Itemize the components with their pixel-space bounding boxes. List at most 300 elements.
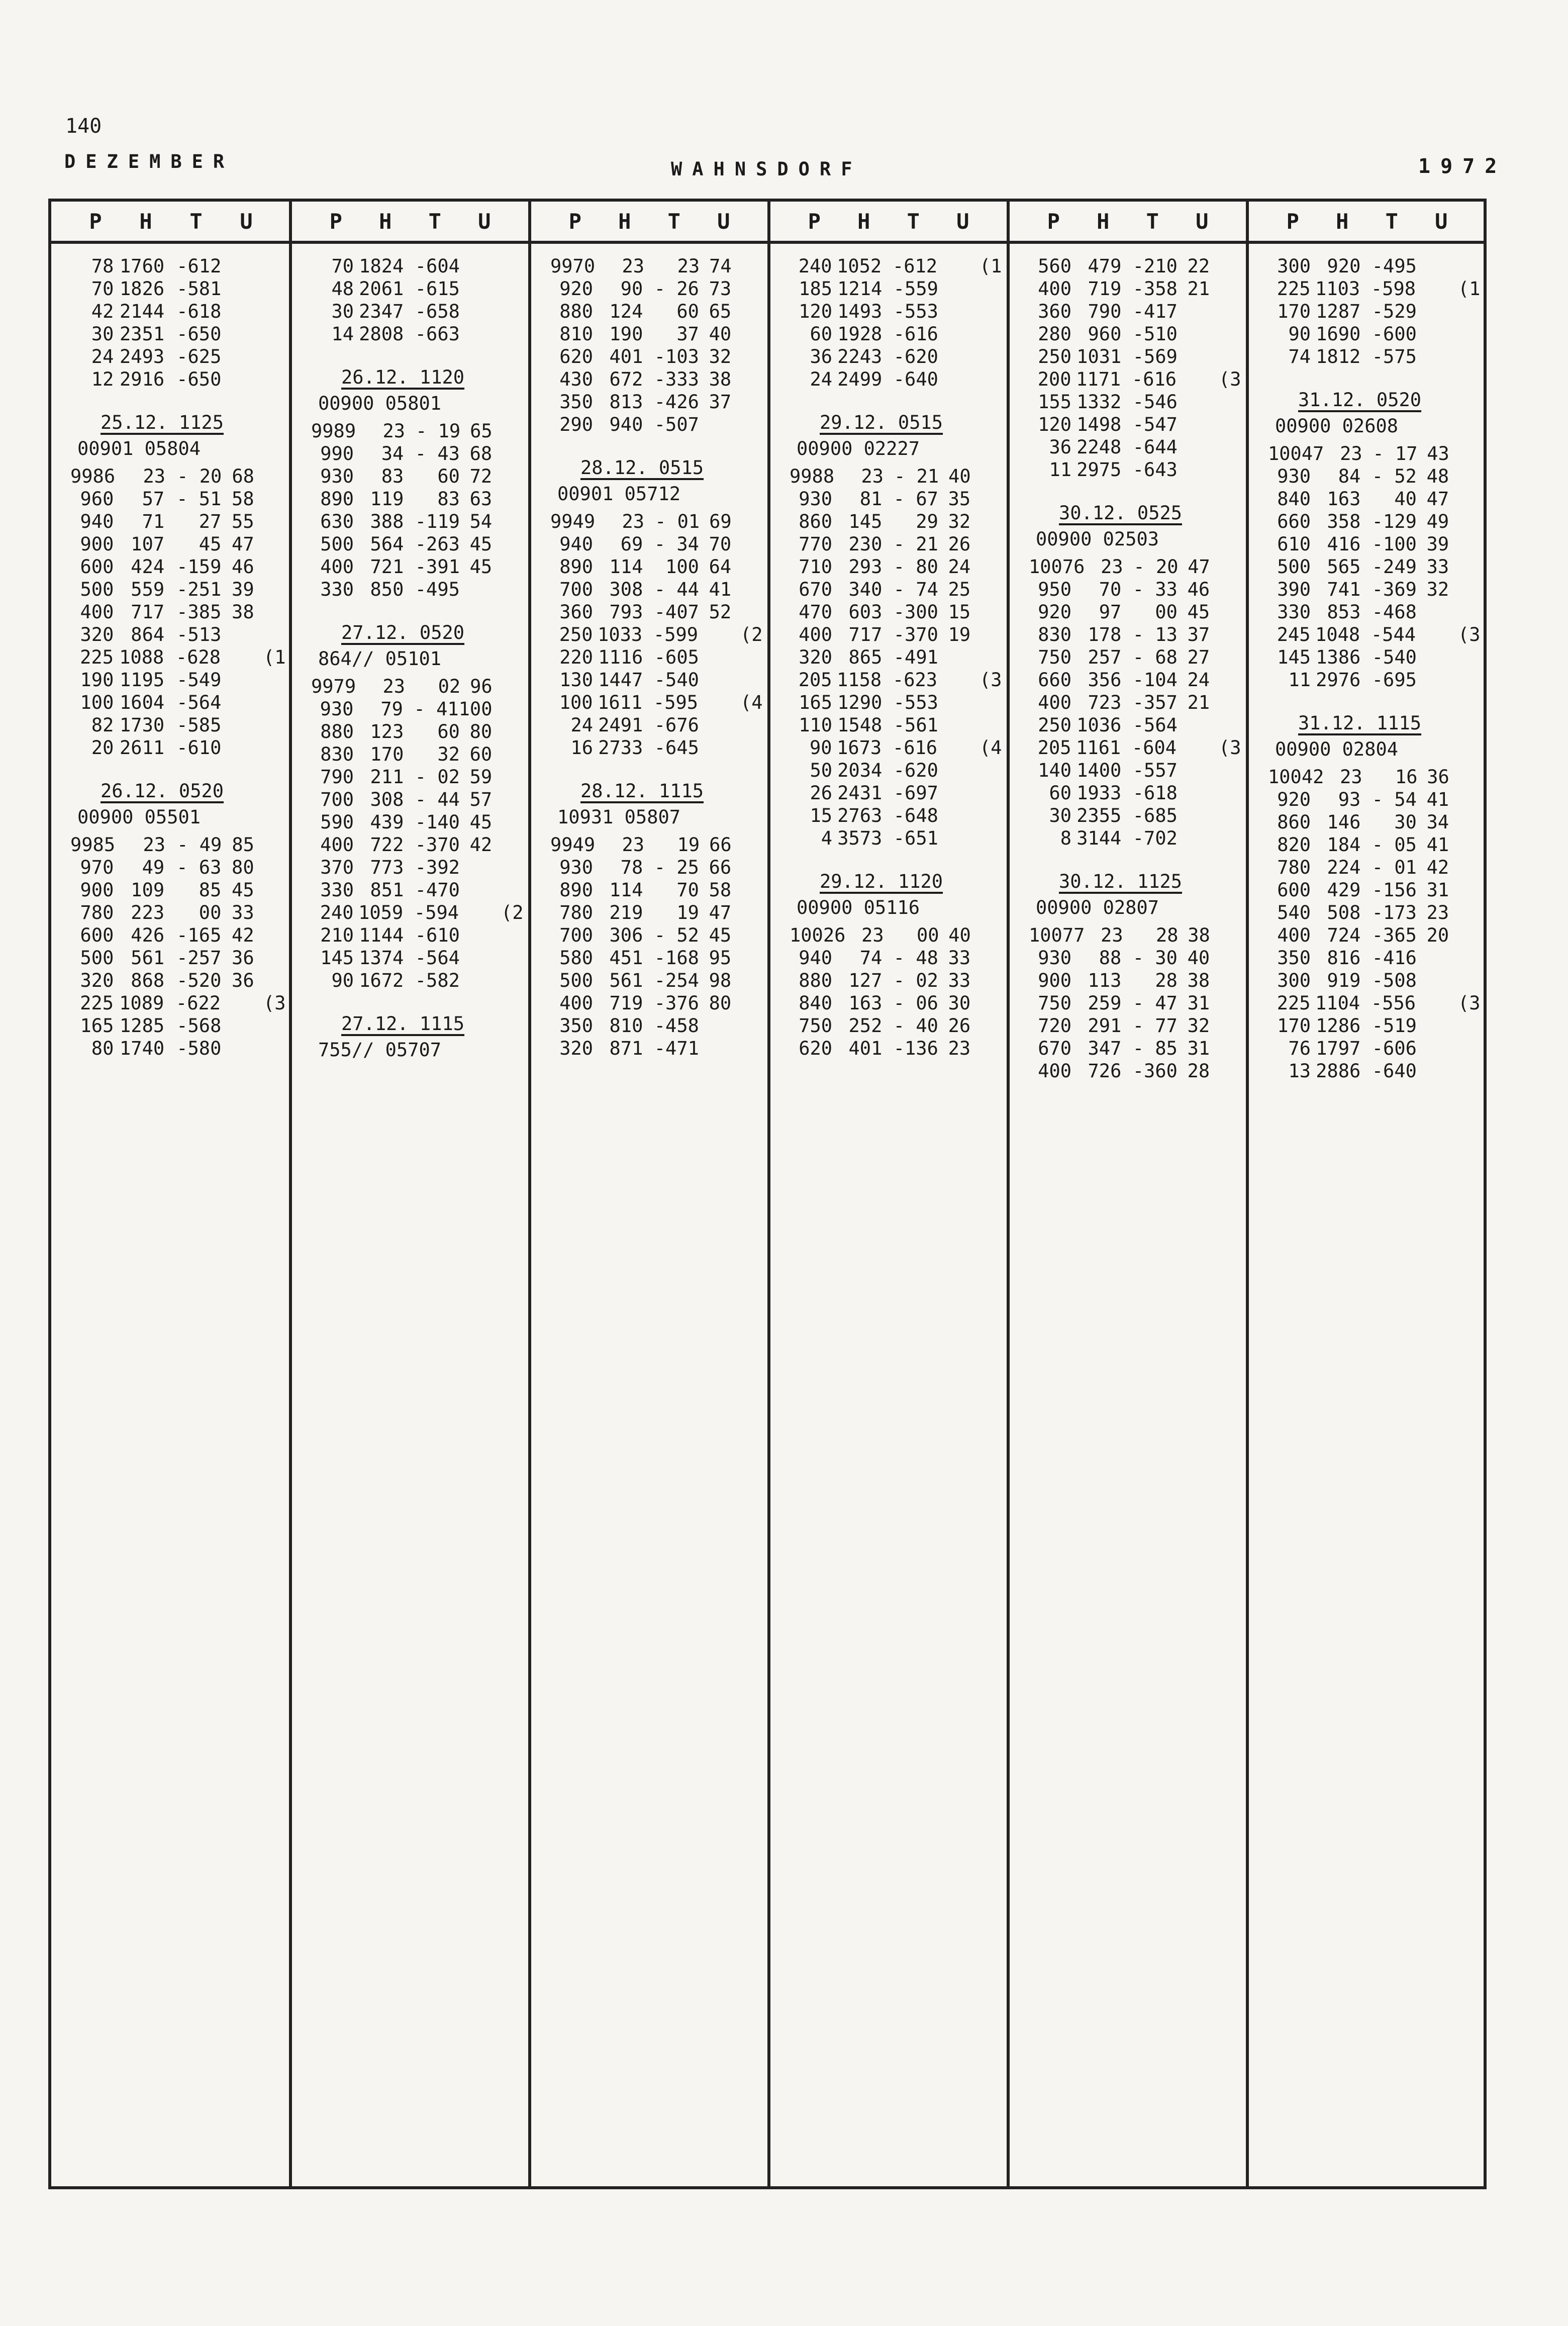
cell: 114 [609, 556, 643, 578]
cell [1449, 345, 1478, 368]
cell: 49 [142, 857, 165, 878]
cell: -540 [1371, 646, 1417, 668]
cell [492, 811, 521, 833]
cell: 38 [232, 601, 254, 623]
cell [1417, 601, 1449, 623]
cell [254, 1037, 283, 1060]
cell [1210, 992, 1239, 1014]
cell: 1286 [1316, 1015, 1361, 1037]
cell: 55 [232, 511, 254, 532]
cell [492, 465, 521, 488]
cell [970, 578, 1000, 601]
cell: - 49 [177, 834, 222, 856]
date-time-label: 28.12. 1115 [580, 780, 704, 802]
table-row [70, 924, 283, 947]
cell [1210, 413, 1239, 436]
column-header [1010, 202, 1246, 244]
cell: -606 [1371, 1038, 1417, 1059]
cell: 930 [320, 466, 354, 487]
column-label: H [379, 209, 392, 234]
cell: 23 [622, 255, 645, 277]
cell: 10077 [1029, 924, 1085, 946]
cell [221, 1037, 254, 1060]
cell: 205 [798, 669, 832, 691]
cell [938, 646, 970, 669]
table-row [70, 833, 283, 856]
cell: -468 [1371, 601, 1417, 623]
cell [731, 413, 760, 436]
cell [1178, 300, 1210, 323]
table-row [790, 601, 1000, 623]
cell: 250 [559, 624, 593, 645]
cell: -595 [653, 692, 699, 713]
cell [970, 533, 1000, 555]
cell: 773 [370, 857, 404, 878]
cell: 124 [609, 301, 643, 322]
cell: -644 [1132, 436, 1178, 458]
cell: 672 [609, 368, 643, 390]
cell: -376 [654, 992, 699, 1014]
cell: -640 [893, 368, 938, 390]
cell: 184 [1327, 834, 1361, 856]
column-label: H [139, 209, 152, 234]
cell: -254 [654, 970, 699, 991]
cell [254, 488, 283, 510]
cell: -616 [893, 323, 938, 345]
table-row [311, 300, 521, 323]
cell: 900 [1038, 970, 1072, 991]
cell: 306 [609, 924, 643, 946]
cell: -119 [415, 511, 460, 532]
cell: 27 [199, 511, 222, 532]
cell: 9970 [550, 255, 596, 277]
cell: 1290 [837, 692, 883, 713]
table-row [1029, 691, 1239, 714]
cell: -156 [1371, 879, 1417, 901]
cell: 400 [80, 601, 114, 623]
cell: 95 [709, 947, 732, 969]
cell: -165 [176, 924, 222, 946]
cell: 810 [559, 323, 594, 345]
cell: 120 [1038, 414, 1072, 435]
cell [492, 833, 521, 856]
cell: 390 [1277, 579, 1311, 600]
cell: 257 [1088, 646, 1122, 668]
cell: 810 [609, 1015, 643, 1037]
cell [970, 510, 1000, 533]
cell: -612 [176, 255, 222, 277]
cell [731, 646, 760, 669]
cell: 830 [1038, 624, 1072, 645]
cell: - 43 [415, 443, 460, 464]
cell: 1797 [1316, 1038, 1361, 1059]
cell: 23 [1340, 766, 1362, 788]
cell [732, 510, 760, 533]
cell: -599 [653, 624, 699, 645]
cell: -553 [893, 692, 938, 713]
cell: 40 [1394, 488, 1417, 510]
cell: 2034 [837, 760, 883, 781]
cell: 347 [1088, 1038, 1122, 1059]
table-row [70, 555, 283, 578]
table-row [311, 856, 521, 879]
cell: 72 [469, 466, 493, 487]
table-row [1029, 827, 1239, 850]
cell: -556 [1370, 992, 1416, 1014]
cell: 165 [799, 692, 833, 713]
year-label: 1972 [1418, 155, 1507, 178]
cell: 21 [1187, 692, 1210, 713]
column-label: T [907, 209, 920, 234]
table-row [1029, 458, 1239, 481]
cell: 330 [1277, 601, 1311, 623]
cell [970, 714, 1000, 736]
cell [492, 879, 521, 901]
table-row [550, 345, 760, 368]
cell: 23 [1426, 902, 1449, 923]
cell: - 34 [654, 533, 699, 555]
cell [492, 924, 521, 947]
cell: -604 [1131, 737, 1177, 759]
cell: 851 [370, 879, 404, 901]
cell: 400 [1038, 278, 1072, 300]
cell [938, 345, 970, 368]
block-date [70, 778, 283, 804]
data-column [51, 202, 290, 2186]
table-row [790, 623, 1000, 646]
table-row [1268, 533, 1478, 555]
cell [254, 856, 283, 879]
block-date [550, 455, 760, 481]
cell: 45 [469, 556, 493, 578]
table-row [311, 420, 521, 442]
cell: 68 [232, 466, 254, 487]
table-row [550, 646, 760, 669]
cell [731, 368, 760, 391]
block-station-code: 00901 05804 [77, 438, 201, 459]
cell: -658 [415, 301, 460, 322]
cell [731, 1014, 760, 1037]
cell: -510 [1132, 323, 1178, 345]
cell: -495 [415, 579, 460, 600]
cell: 33 [1426, 556, 1449, 578]
cell: 880 [559, 301, 594, 322]
cell: 26 [948, 533, 971, 555]
cell: -569 [1132, 346, 1178, 367]
cell: -645 [654, 737, 699, 759]
date-time-label: 28.12. 0515 [580, 457, 704, 479]
column-label: P [1047, 209, 1060, 234]
cell [731, 555, 760, 578]
column-header [292, 202, 528, 244]
cell [492, 947, 521, 969]
cell [1417, 1037, 1449, 1060]
cell: - 85 [1132, 1038, 1178, 1059]
cell: 10026 [790, 924, 846, 946]
cell [1210, 345, 1239, 368]
cell: -581 [176, 278, 222, 300]
table-row [1268, 345, 1478, 368]
cell [492, 277, 521, 300]
cell [1449, 300, 1478, 323]
data-column [1246, 202, 1485, 2186]
table-row [790, 669, 1000, 691]
cell [460, 300, 492, 323]
table-row [1268, 465, 1478, 488]
cell: 293 [848, 556, 883, 578]
cell: 1088 [119, 646, 164, 668]
cell [1449, 833, 1478, 856]
cell: 1928 [837, 323, 883, 345]
table-row [1029, 578, 1239, 601]
column-header [531, 202, 767, 244]
cell: 170 [1277, 301, 1311, 322]
cell: 27 [1187, 646, 1210, 668]
cell: (1 [1457, 278, 1481, 300]
table-row [1029, 646, 1239, 669]
block-date [1029, 869, 1239, 895]
table-row [1029, 1060, 1239, 1082]
table-row [790, 323, 1000, 345]
table-row [1029, 759, 1239, 782]
table-row [1029, 368, 1239, 391]
cell: 590 [320, 811, 354, 833]
cell [1449, 601, 1478, 623]
data-column [528, 202, 767, 2186]
cell [1417, 669, 1449, 691]
cell: 9949 [550, 511, 596, 532]
cell: - 21 [894, 466, 939, 487]
cell: 26 [948, 1015, 971, 1037]
cell: 700 [559, 924, 594, 946]
cell: 21 [1187, 278, 1210, 300]
cell [1210, 1014, 1239, 1037]
cell: - 33 [1132, 579, 1178, 600]
table-row [311, 323, 521, 345]
cell [1210, 458, 1239, 481]
cell: 36 [1427, 766, 1449, 788]
cell: 24 [810, 368, 833, 390]
cell: 920 [1038, 601, 1072, 623]
cell: 38 [1188, 924, 1210, 946]
cell: 603 [848, 601, 883, 623]
cell: -168 [654, 947, 699, 969]
cell: - 47 [1132, 992, 1178, 1014]
cell: (4 [979, 737, 1002, 759]
cell: 23 [861, 924, 884, 946]
table-row [1029, 669, 1239, 691]
cell: -594 [414, 902, 459, 923]
cell: 2431 [837, 782, 883, 804]
table-row [1268, 947, 1478, 969]
table-row [70, 345, 283, 368]
cell [254, 323, 283, 345]
cell [492, 323, 521, 345]
cell: 30 [1049, 805, 1072, 826]
cell [731, 736, 760, 759]
cell [254, 300, 283, 323]
cell: 930 [1277, 466, 1311, 487]
cell [731, 300, 760, 323]
cell: 722 [370, 834, 404, 856]
cell: 190 [609, 323, 643, 345]
cell: 210 [320, 924, 354, 946]
cell: (3 [1457, 624, 1481, 645]
cell [1417, 646, 1449, 669]
table-row [70, 255, 283, 277]
cell [1178, 436, 1210, 458]
cell: 19 [676, 902, 699, 923]
cell: 88 [1099, 947, 1122, 969]
cell: 146 [1327, 811, 1361, 833]
cell: - 19 [416, 420, 461, 442]
cell [970, 1014, 1000, 1037]
cell [254, 969, 283, 992]
cell: 561 [609, 970, 643, 991]
cell: -358 [1132, 278, 1178, 300]
cell [1210, 578, 1239, 601]
cell: 74 [859, 947, 883, 969]
cell: 920 [559, 278, 594, 300]
table-row [1029, 782, 1239, 804]
cell: 38 [1187, 970, 1210, 991]
cell: 185 [799, 278, 833, 300]
cell: 71 [142, 511, 165, 532]
cell: 93 [1338, 789, 1361, 810]
column-body [1029, 255, 1239, 1082]
cell: -103 [654, 346, 699, 367]
table-row [1029, 413, 1239, 436]
cell: 225 [1277, 992, 1311, 1014]
cell: 20 [1426, 924, 1449, 946]
cell: -426 [654, 391, 699, 413]
cell: 48 [331, 278, 354, 300]
cell: (4 [740, 692, 763, 713]
cell [970, 555, 1000, 578]
cell [1449, 323, 1478, 345]
cell: - 41 [414, 698, 459, 720]
cell: 10076 [1029, 556, 1085, 578]
cell [731, 277, 760, 300]
cell [971, 924, 1000, 947]
column-label: T [1146, 209, 1159, 234]
table-row [1029, 436, 1239, 458]
cell: 360 [559, 601, 594, 623]
cell: 45 [469, 811, 493, 833]
cell [492, 510, 521, 533]
cell [221, 345, 254, 368]
cell: -495 [1371, 255, 1417, 277]
cell [1210, 691, 1239, 714]
cell: -628 [175, 646, 221, 668]
cell [254, 465, 283, 488]
table-row [790, 510, 1000, 533]
table-row [1268, 833, 1478, 856]
cell: -357 [1132, 692, 1178, 713]
cell: 70 [1099, 579, 1122, 600]
cell: 32 [948, 511, 971, 532]
cell: 1285 [120, 1015, 165, 1037]
cell: 710 [799, 556, 833, 578]
cell: 865 [848, 646, 883, 668]
column-body [311, 255, 524, 1066]
cell: 853 [1327, 601, 1361, 623]
cell [254, 714, 283, 736]
cell [492, 698, 521, 720]
cell: -547 [1132, 414, 1178, 435]
cell: 850 [370, 579, 404, 600]
cell [731, 901, 760, 924]
cell: - 21 [893, 533, 938, 555]
table-row [1029, 277, 1239, 300]
cell: 670 [799, 579, 833, 600]
cell: 200 [1037, 368, 1071, 390]
table-row [1029, 391, 1239, 413]
table-row [70, 488, 283, 510]
cell: 8 [1060, 827, 1072, 849]
cell: 29 [916, 511, 938, 532]
table-row [550, 969, 760, 992]
cell: 500 [1277, 556, 1311, 578]
column-header [770, 202, 1007, 244]
cell: 96 [470, 676, 493, 697]
column-label: P [1286, 209, 1299, 234]
cell [970, 323, 1000, 345]
cell [1416, 277, 1448, 300]
cell: 9986 [70, 466, 116, 487]
cell [254, 345, 283, 368]
cell: 388 [370, 511, 404, 532]
column-label: U [956, 209, 969, 234]
cell: 65 [709, 301, 732, 322]
cell [254, 277, 283, 300]
table-row [70, 1037, 283, 1060]
cell: 60 [1049, 782, 1072, 804]
table-row [70, 277, 283, 300]
cell: 90 [810, 737, 832, 759]
cell [254, 736, 283, 759]
cell: -685 [1132, 805, 1178, 826]
cell [1417, 969, 1449, 992]
cell: 165 [80, 1015, 114, 1037]
cell: 9988 [790, 466, 835, 487]
cell: 9989 [311, 420, 356, 442]
column-header [51, 202, 290, 244]
cell: -568 [176, 1015, 222, 1037]
cell: 308 [609, 579, 643, 600]
cell: 721 [370, 556, 404, 578]
cell: 23 [143, 834, 165, 856]
cell: 23 [382, 420, 406, 442]
cell: 890 [559, 879, 594, 901]
cell [492, 255, 521, 277]
block-station-code: 00900 02807 [1036, 897, 1159, 918]
cell: 400 [1277, 924, 1311, 946]
cell: - 06 [893, 992, 938, 1014]
cell: 15 [948, 601, 971, 623]
cell [492, 578, 521, 601]
cell: 1673 [837, 737, 882, 759]
cell: -564 [176, 692, 222, 713]
cell: -333 [654, 368, 699, 390]
cell: 33 [948, 970, 971, 991]
cell: 1214 [837, 278, 883, 300]
cell [937, 669, 969, 691]
cell: 65 [470, 420, 493, 442]
table-row [311, 924, 521, 947]
table-row [311, 833, 521, 856]
spacer [790, 391, 1000, 410]
